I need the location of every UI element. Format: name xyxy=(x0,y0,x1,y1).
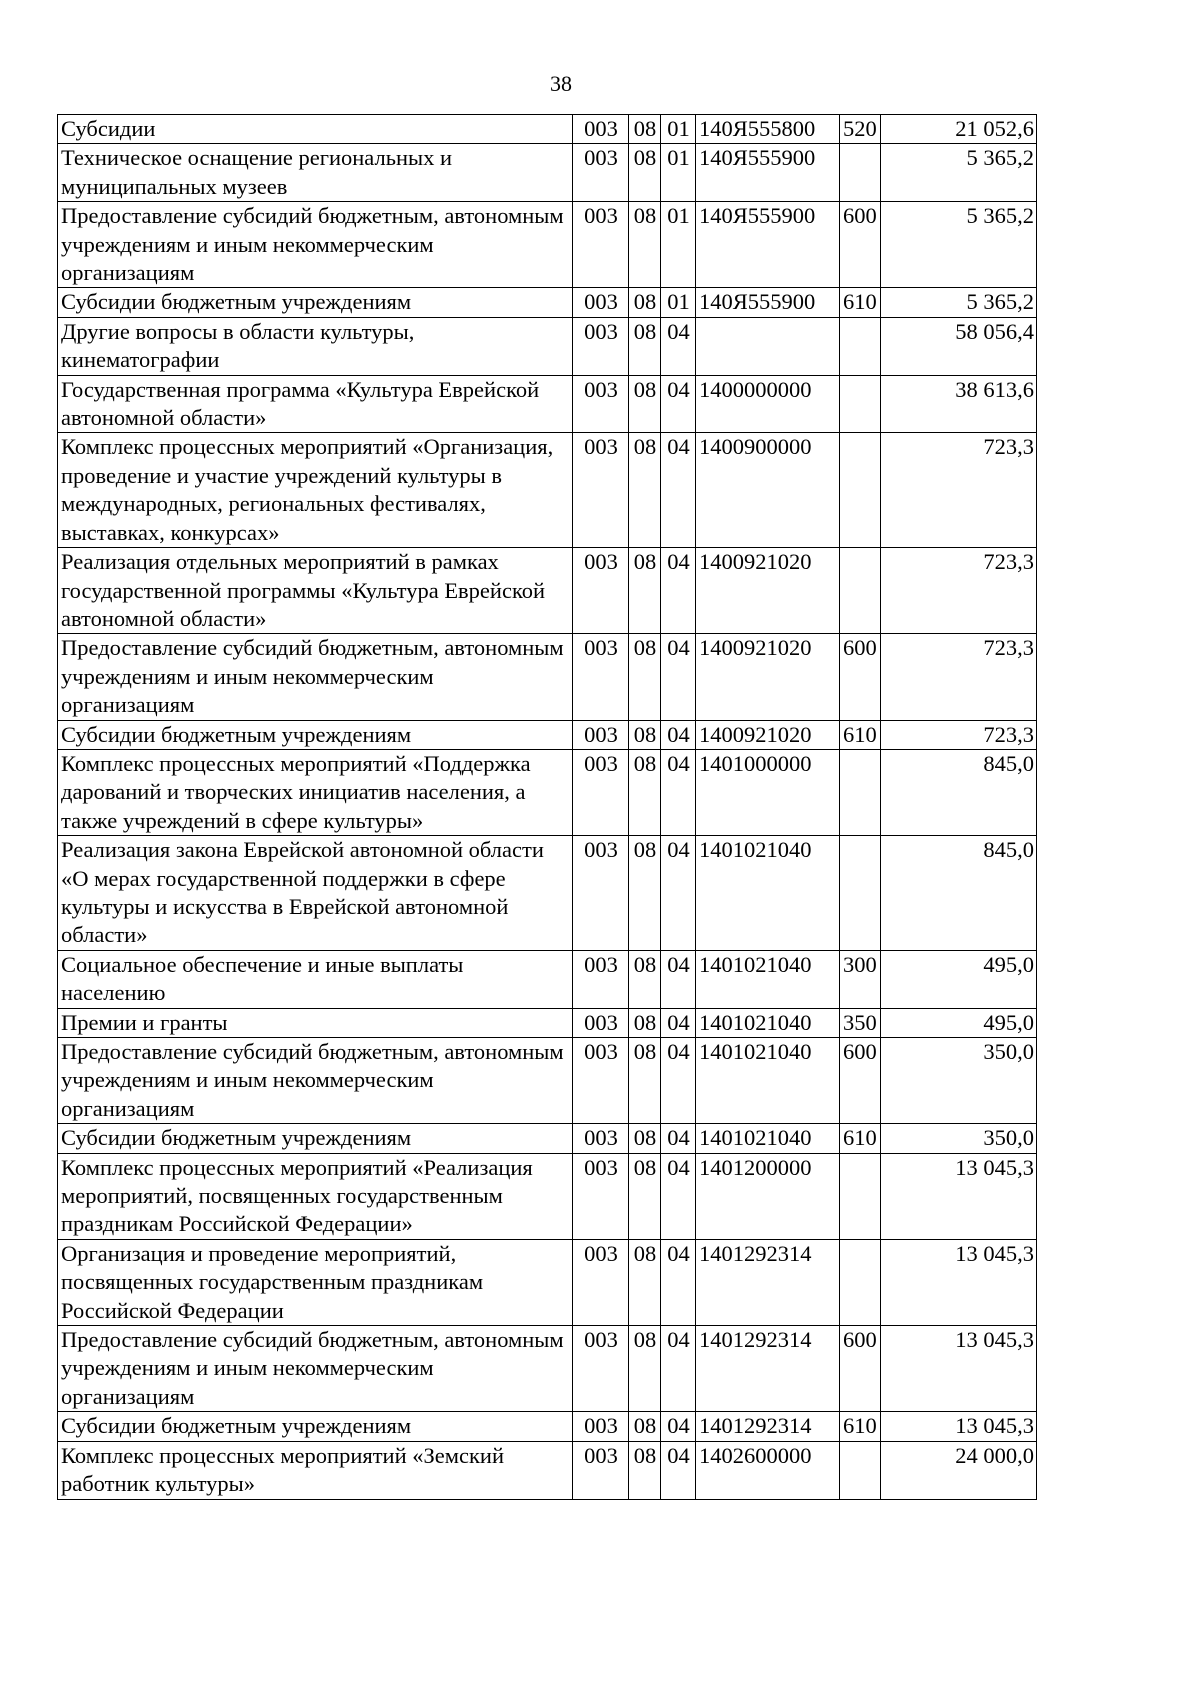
item-name-cell: Предоставление субсидий бюджетным, автономным учреждениям и иным некоммерческим организациям xyxy=(58,1326,573,1412)
amount-cell: 58 056,4 xyxy=(881,317,1037,375)
table-row xyxy=(58,1412,1037,1441)
page-number: 38 xyxy=(550,71,572,96)
item-name-cell: Реализация отдельных мероприятий в рамках государственной программы «Культура Еврейской автономной области» xyxy=(58,548,573,634)
section-code-cell: 08 xyxy=(629,634,661,720)
target-article-code-cell: 1401021040 xyxy=(696,1124,840,1153)
item-name-cell: Предоставление субсидий бюджетным, автономным учреждениям и иным некоммерческим организациям xyxy=(58,634,573,720)
section-code-cell: 08 xyxy=(629,950,661,1008)
department-code-cell: 003 xyxy=(573,1153,629,1239)
section-code-cell: 08 xyxy=(629,1239,661,1325)
amount-cell: 13 045,3 xyxy=(881,1412,1037,1441)
department-code-cell: 003 xyxy=(573,1412,629,1441)
section-code-cell: 08 xyxy=(629,1038,661,1124)
department-code-cell: 003 xyxy=(573,1008,629,1037)
item-name-cell: Субсидии бюджетным учреждениям xyxy=(58,1124,573,1153)
amount-cell: 723,3 xyxy=(881,548,1037,634)
subsection-code-cell: 04 xyxy=(661,836,696,951)
section-code-cell: 08 xyxy=(629,202,661,288)
expense-type-code-cell: 610 xyxy=(840,720,881,749)
target-article-code-cell: 1401292314 xyxy=(696,1412,840,1441)
table-row xyxy=(58,288,1037,317)
section-code-cell: 08 xyxy=(629,749,661,835)
target-article-code-cell: 140Я555900 xyxy=(696,144,840,202)
department-code-cell: 003 xyxy=(573,836,629,951)
department-code-cell: 003 xyxy=(573,749,629,835)
subsection-code-cell: 01 xyxy=(661,144,696,202)
amount-cell: 5 365,2 xyxy=(881,144,1037,202)
department-code-cell: 003 xyxy=(573,634,629,720)
table-row xyxy=(58,317,1037,375)
amount-cell: 13 045,3 xyxy=(881,1239,1037,1325)
amount-cell: 495,0 xyxy=(881,1008,1037,1037)
amount-cell: 13 045,3 xyxy=(881,1326,1037,1412)
amount-cell: 21 052,6 xyxy=(881,115,1037,144)
expense-type-code-cell xyxy=(840,749,881,835)
table-row xyxy=(58,433,1037,548)
table-row xyxy=(58,144,1037,202)
amount-cell: 723,3 xyxy=(881,634,1037,720)
table-row xyxy=(58,1038,1037,1124)
table-row xyxy=(58,950,1037,1008)
section-code-cell: 08 xyxy=(629,288,661,317)
subsection-code-cell: 04 xyxy=(661,433,696,548)
subsection-code-cell: 04 xyxy=(661,1326,696,1412)
expense-type-code-cell: 610 xyxy=(840,1412,881,1441)
item-name-cell: Субсидии бюджетным учреждениям xyxy=(58,720,573,749)
subsection-code-cell: 04 xyxy=(661,950,696,1008)
subsection-code-cell: 01 xyxy=(661,202,696,288)
section-code-cell: 08 xyxy=(629,1412,661,1441)
table-row xyxy=(58,375,1037,433)
target-article-code-cell: 1401000000 xyxy=(696,749,840,835)
target-article-code-cell: 1401021040 xyxy=(696,1038,840,1124)
expense-type-code-cell: 600 xyxy=(840,202,881,288)
expense-type-code-cell xyxy=(840,1153,881,1239)
amount-cell: 5 365,2 xyxy=(881,202,1037,288)
department-code-cell: 003 xyxy=(573,1326,629,1412)
department-code-cell: 003 xyxy=(573,1124,629,1153)
item-name-cell: Предоставление субсидий бюджетным, автономным учреждениям и иным некоммерческим организациям xyxy=(58,202,573,288)
section-code-cell: 08 xyxy=(629,433,661,548)
subsection-code-cell: 04 xyxy=(661,1124,696,1153)
expense-type-code-cell xyxy=(840,548,881,634)
target-article-code-cell: 1401200000 xyxy=(696,1153,840,1239)
amount-cell: 24 000,0 xyxy=(881,1441,1037,1499)
expense-type-code-cell xyxy=(840,1239,881,1325)
expense-type-code-cell xyxy=(840,836,881,951)
target-article-code-cell: 1400921020 xyxy=(696,720,840,749)
subsection-code-cell: 04 xyxy=(661,317,696,375)
department-code-cell: 003 xyxy=(573,144,629,202)
department-code-cell: 003 xyxy=(573,1441,629,1499)
expense-type-code-cell: 350 xyxy=(840,1008,881,1037)
target-article-code-cell: 1401292314 xyxy=(696,1326,840,1412)
item-name-cell: Субсидии бюджетным учреждениям xyxy=(58,1412,573,1441)
subsection-code-cell: 04 xyxy=(661,1038,696,1124)
amount-cell: 5 365,2 xyxy=(881,288,1037,317)
section-code-cell: 08 xyxy=(629,1153,661,1239)
department-code-cell: 003 xyxy=(573,288,629,317)
target-article-code-cell: 1401021040 xyxy=(696,1008,840,1037)
expense-type-code-cell xyxy=(840,433,881,548)
amount-cell: 845,0 xyxy=(881,836,1037,951)
subsection-code-cell: 04 xyxy=(661,1008,696,1037)
department-code-cell: 003 xyxy=(573,202,629,288)
expense-type-code-cell: 610 xyxy=(840,288,881,317)
amount-cell: 350,0 xyxy=(881,1038,1037,1124)
section-code-cell: 08 xyxy=(629,375,661,433)
item-name-cell: Субсидии xyxy=(58,115,573,144)
section-code-cell: 08 xyxy=(629,1124,661,1153)
department-code-cell: 003 xyxy=(573,317,629,375)
department-code-cell: 003 xyxy=(573,950,629,1008)
subsection-code-cell: 04 xyxy=(661,749,696,835)
department-code-cell: 003 xyxy=(573,115,629,144)
section-code-cell: 08 xyxy=(629,720,661,749)
budget-table xyxy=(57,114,1037,1500)
item-name-cell: Реализация закона Еврейской автономной области «О мерах государственной поддержки в сфере культуры и искусства в Еврейской автономной области» xyxy=(58,836,573,951)
table-row xyxy=(58,749,1037,835)
amount-cell: 723,3 xyxy=(881,433,1037,548)
department-code-cell: 003 xyxy=(573,548,629,634)
table-row xyxy=(58,1326,1037,1412)
subsection-code-cell: 04 xyxy=(661,548,696,634)
expense-type-code-cell: 600 xyxy=(840,634,881,720)
target-article-code-cell: 1400900000 xyxy=(696,433,840,548)
item-name-cell: Субсидии бюджетным учреждениям xyxy=(58,288,573,317)
section-code-cell: 08 xyxy=(629,548,661,634)
subsection-code-cell: 01 xyxy=(661,115,696,144)
item-name-cell: Социальное обеспечение и иные выплаты населению xyxy=(58,950,573,1008)
target-article-code-cell: 1400000000 xyxy=(696,375,840,433)
section-code-cell: 08 xyxy=(629,1326,661,1412)
subsection-code-cell: 04 xyxy=(661,1441,696,1499)
item-name-cell: Комплекс процессных мероприятий «Организация, проведение и участие учреждений культуры в международных, региональных фестивалях, выставках, конкурсах» xyxy=(58,433,573,548)
table-row xyxy=(58,1008,1037,1037)
item-name-cell: Организация и проведение мероприятий, посвященных государственным праздникам Российской Федерации xyxy=(58,1239,573,1325)
target-article-code-cell: 140Я555900 xyxy=(696,288,840,317)
department-code-cell: 003 xyxy=(573,1038,629,1124)
table-row xyxy=(58,634,1037,720)
amount-cell: 13 045,3 xyxy=(881,1153,1037,1239)
target-article-code-cell: 1400921020 xyxy=(696,634,840,720)
item-name-cell: Комплекс процессных мероприятий «Земский работник культуры» xyxy=(58,1441,573,1499)
department-code-cell: 003 xyxy=(573,720,629,749)
target-article-code-cell: 1400921020 xyxy=(696,548,840,634)
table-row xyxy=(58,836,1037,951)
department-code-cell: 003 xyxy=(573,433,629,548)
amount-cell: 495,0 xyxy=(881,950,1037,1008)
expense-type-code-cell: 600 xyxy=(840,1326,881,1412)
expense-type-code-cell: 600 xyxy=(840,1038,881,1124)
section-code-cell: 08 xyxy=(629,115,661,144)
item-name-cell: Предоставление субсидий бюджетным, автономным учреждениям и иным некоммерческим организациям xyxy=(58,1038,573,1124)
target-article-code-cell: 1401021040 xyxy=(696,836,840,951)
section-code-cell: 08 xyxy=(629,836,661,951)
expense-type-code-cell xyxy=(840,317,881,375)
expense-type-code-cell xyxy=(840,144,881,202)
expense-type-code-cell: 520 xyxy=(840,115,881,144)
amount-cell: 845,0 xyxy=(881,749,1037,835)
subsection-code-cell: 04 xyxy=(661,375,696,433)
section-code-cell: 08 xyxy=(629,1441,661,1499)
subsection-code-cell: 04 xyxy=(661,634,696,720)
table-row xyxy=(58,1153,1037,1239)
department-code-cell: 003 xyxy=(573,1239,629,1325)
section-code-cell: 08 xyxy=(629,317,661,375)
table-row xyxy=(58,548,1037,634)
target-article-code-cell: 1401021040 xyxy=(696,950,840,1008)
item-name-cell: Комплекс процессных мероприятий «Поддержка дарований и творческих инициатив населения, а также учреждений в сфере культуры» xyxy=(58,749,573,835)
table-row xyxy=(58,202,1037,288)
target-article-code-cell: 1402600000 xyxy=(696,1441,840,1499)
table-row xyxy=(58,1124,1037,1153)
section-code-cell: 08 xyxy=(629,144,661,202)
department-code-cell: 003 xyxy=(573,375,629,433)
expense-type-code-cell xyxy=(840,375,881,433)
table-row xyxy=(58,1239,1037,1325)
amount-cell: 38 613,6 xyxy=(881,375,1037,433)
subsection-code-cell: 04 xyxy=(661,1412,696,1441)
subsection-code-cell: 04 xyxy=(661,1239,696,1325)
item-name-cell: Премии и гранты xyxy=(58,1008,573,1037)
amount-cell: 350,0 xyxy=(881,1124,1037,1153)
table-row xyxy=(58,115,1037,144)
item-name-cell: Другие вопросы в области культуры, кинематографии xyxy=(58,317,573,375)
budget-table-body xyxy=(58,115,1037,1500)
target-article-code-cell: 140Я555900 xyxy=(696,202,840,288)
item-name-cell: Комплекс процессных мероприятий «Реализация мероприятий, посвященных государственным праздникам Российской Федерации» xyxy=(58,1153,573,1239)
target-article-code-cell: 140Я555800 xyxy=(696,115,840,144)
subsection-code-cell: 04 xyxy=(661,1153,696,1239)
section-code-cell: 08 xyxy=(629,1008,661,1037)
target-article-code-cell: 1401292314 xyxy=(696,1239,840,1325)
table-row xyxy=(58,1441,1037,1499)
target-article-code-cell xyxy=(696,317,840,375)
subsection-code-cell: 04 xyxy=(661,720,696,749)
expense-type-code-cell xyxy=(840,1441,881,1499)
subsection-code-cell: 01 xyxy=(661,288,696,317)
table-row xyxy=(58,720,1037,749)
expense-type-code-cell: 610 xyxy=(840,1124,881,1153)
amount-cell: 723,3 xyxy=(881,720,1037,749)
expense-type-code-cell: 300 xyxy=(840,950,881,1008)
item-name-cell: Государственная программа «Культура Еврейской автономной области» xyxy=(58,375,573,433)
item-name-cell: Техническое оснащение региональных и муниципальных музеев xyxy=(58,144,573,202)
